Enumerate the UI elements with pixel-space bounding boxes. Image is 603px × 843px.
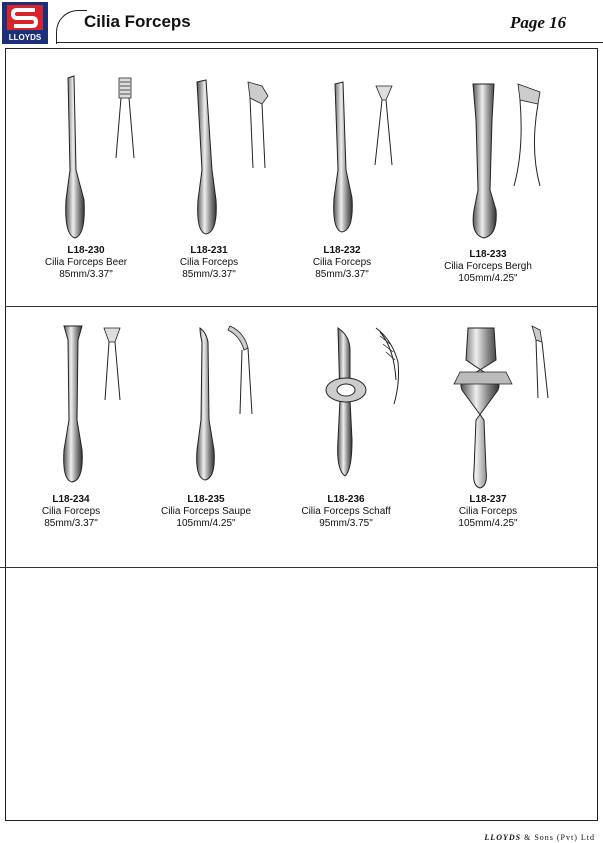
forceps-l18-233 (473, 84, 540, 238)
product-code: L18-237 (469, 494, 507, 505)
product-size: 85mm/3.37" (44, 518, 98, 529)
product-size: 95mm/3.75" (319, 518, 373, 529)
page-number: Page 16 (510, 13, 567, 32)
product-name: Cilia Forceps Bergh (444, 261, 532, 272)
product-caption (136, 494, 276, 530)
product-caption (418, 249, 558, 285)
forceps-l18-232 (334, 82, 392, 232)
product-size: 105mm/4.25" (458, 273, 518, 284)
product-size: 85mm/3.37" (315, 269, 369, 280)
product-name: Cilia Forceps Schaff (301, 506, 391, 517)
product-size: 105mm/4.25" (458, 518, 518, 529)
forceps-l18-234 (64, 326, 120, 482)
product-size: 85mm/3.37" (59, 269, 113, 280)
product-caption (272, 245, 412, 281)
forceps-l18-231 (197, 80, 268, 234)
product-code: L18-232 (323, 245, 361, 256)
product-caption (276, 494, 416, 530)
forceps-l18-230 (66, 76, 134, 238)
product-name: Cilia Forceps (179, 257, 239, 268)
svg-text:LLOYDS: LLOYDS (8, 33, 42, 42)
footer-company: & Sons (Pvt) Ltd (524, 833, 595, 842)
product-size: 85mm/3.37" (182, 269, 236, 280)
product-caption (16, 245, 156, 281)
forceps-l18-237 (454, 326, 548, 488)
product-caption (418, 494, 558, 530)
row-divider (0, 567, 598, 568)
product-name: Cilia Forceps (41, 506, 101, 517)
product-size: 105mm/4.25" (176, 518, 236, 529)
product-name: Cilia Forceps Beer (44, 257, 128, 268)
footer (484, 833, 595, 842)
product-name: Cilia Forceps (458, 506, 518, 517)
product-caption (1, 494, 141, 530)
page-title: Cilia Forceps (84, 12, 191, 31)
product-code: L18-231 (190, 245, 228, 256)
product-code: L18-230 (67, 245, 105, 256)
product-name: Cilia Forceps (312, 257, 372, 268)
product-code: L18-234 (52, 494, 90, 505)
product-caption (139, 245, 279, 281)
forceps-l18-236 (326, 328, 399, 476)
footer-brand: LLOYDS (484, 833, 522, 842)
product-code: L18-236 (327, 494, 365, 505)
product-code: L18-235 (187, 494, 225, 505)
product-code: L18-233 (469, 249, 507, 260)
forceps-l18-235 (197, 326, 252, 480)
product-name: Cilia Forceps Saupe (160, 506, 252, 517)
